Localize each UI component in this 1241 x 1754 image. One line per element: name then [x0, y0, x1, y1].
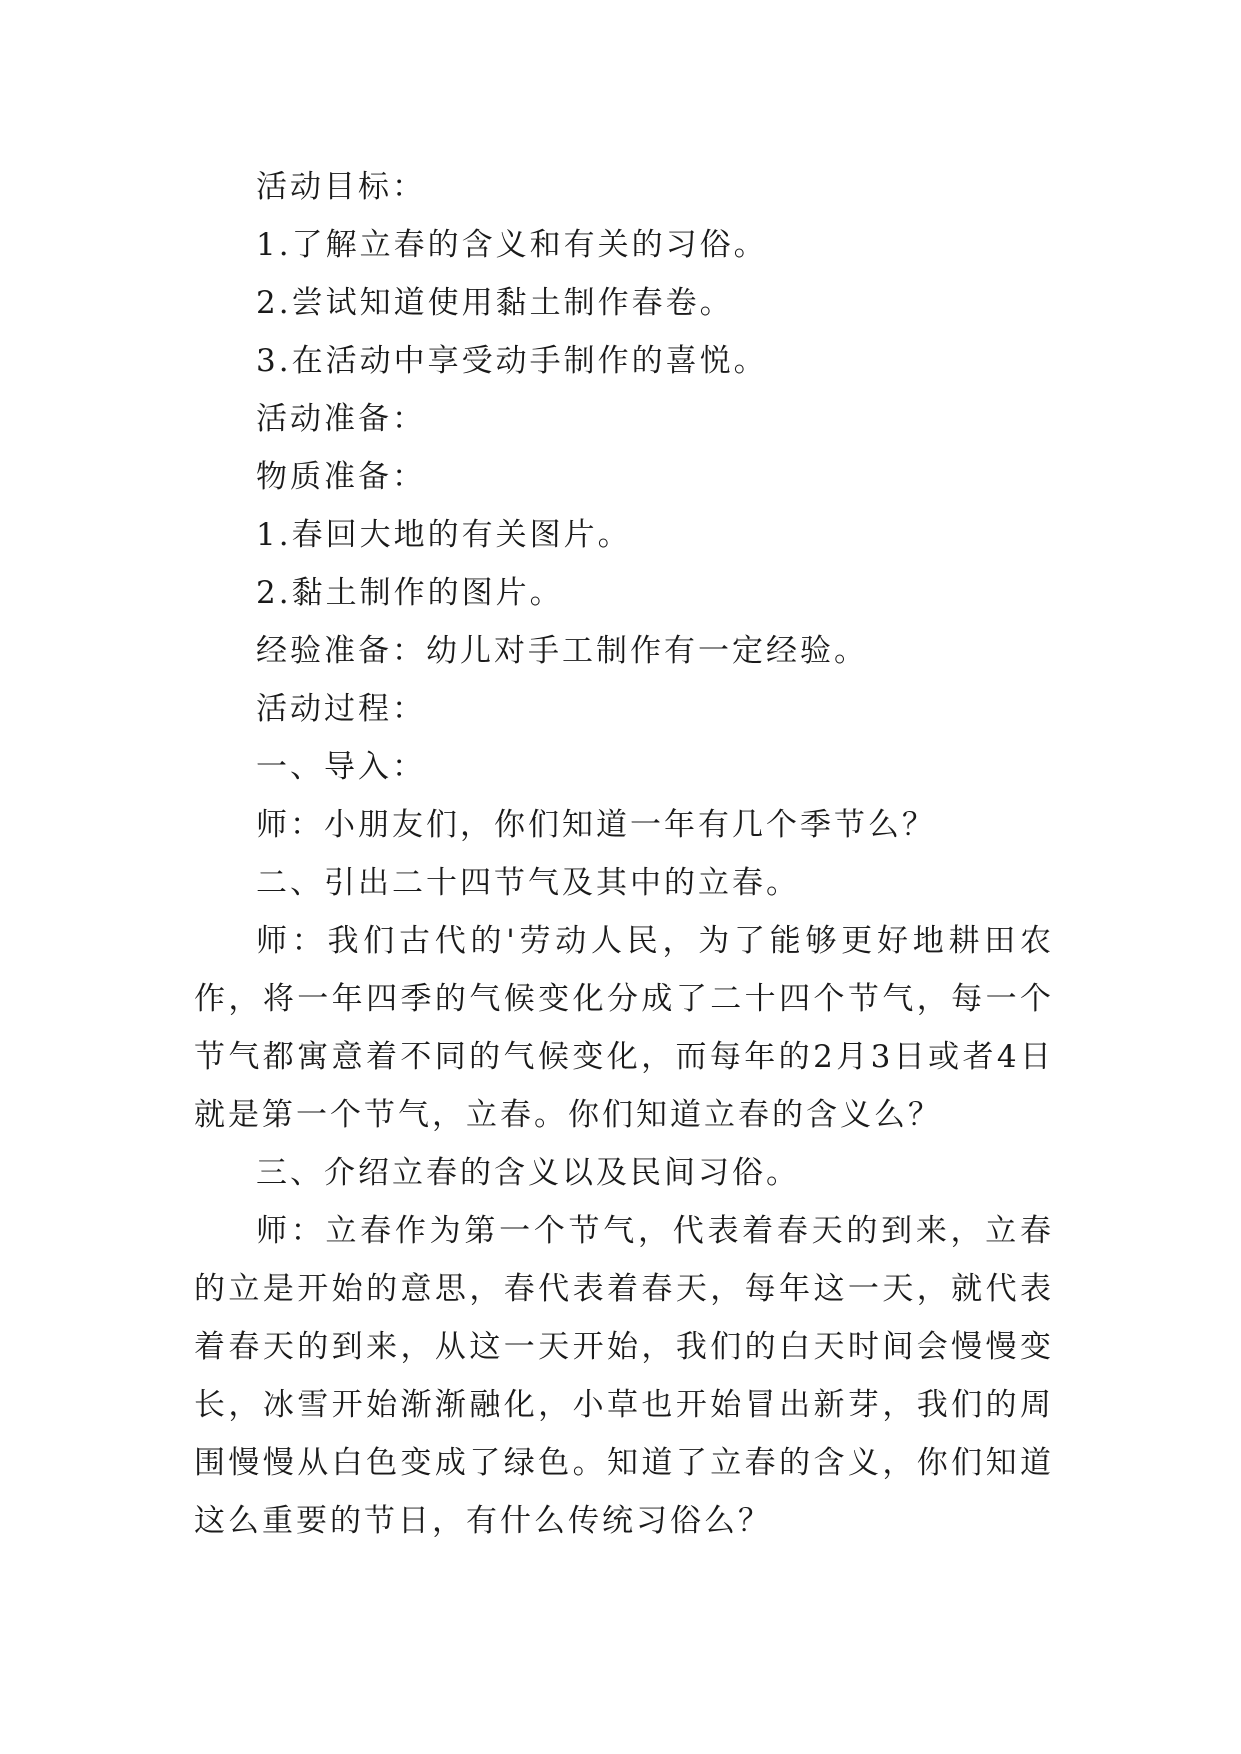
process-step-1-heading: 一、导入：	[256, 749, 426, 785]
heading-activity-preparation: 活动准备：	[256, 401, 426, 437]
heading-material-preparation: 物质准备：	[256, 459, 426, 495]
goal-item-3: 3.在活动中享受动手制作的喜悦。	[256, 343, 768, 379]
goal-item-2: 2.尝试知道使用黏土制作春卷。	[256, 285, 734, 321]
heading-activity-goals: 活动目标：	[256, 169, 426, 205]
material-item-2: 2.黏土制作的图片。	[256, 575, 564, 611]
experience-preparation: 经验准备：幼儿对手工制作有一定经验。	[256, 633, 868, 669]
process-step-2-heading: 二、引出二十四节气及其中的立春。	[256, 865, 800, 901]
material-item-1: 1.春回大地的有关图片。	[256, 517, 632, 553]
goal-item-1: 1.了解立春的含义和有关的习俗。	[256, 227, 768, 263]
teacher-line-2: 师：我们古代的'劳动人民，为了能够更好地耕田农作，将一年四季的气候变化分成了二十四个节气，每一个节气都寓意着不同的气候变化，而每年的2月3日或者4日就是第一个节气，立春。你们知道立春的含义么？	[194, 923, 1054, 1133]
document-body	[194, 158, 1054, 1550]
teacher-line-1: 师：小朋友们，你们知道一年有几个季节么？	[256, 807, 936, 843]
teacher-line-3: 师：立春作为第一个节气，代表着春天的到来，立春的立是开始的意思，春代表着春天，每年这一天，就代表着春天的到来，从这一天开始，我们的白天时间会慢慢变长，冰雪开始渐渐融化，小草也开始冒出新芽，我们的周围慢慢从白色变成了绿色。知道了立春的含义，你们知道这么重要的节日，有什么传统习俗么？	[194, 1213, 1054, 1539]
process-step-3-heading: 三、介绍立春的含义以及民间习俗。	[256, 1155, 800, 1191]
heading-activity-process: 活动过程：	[256, 691, 426, 727]
